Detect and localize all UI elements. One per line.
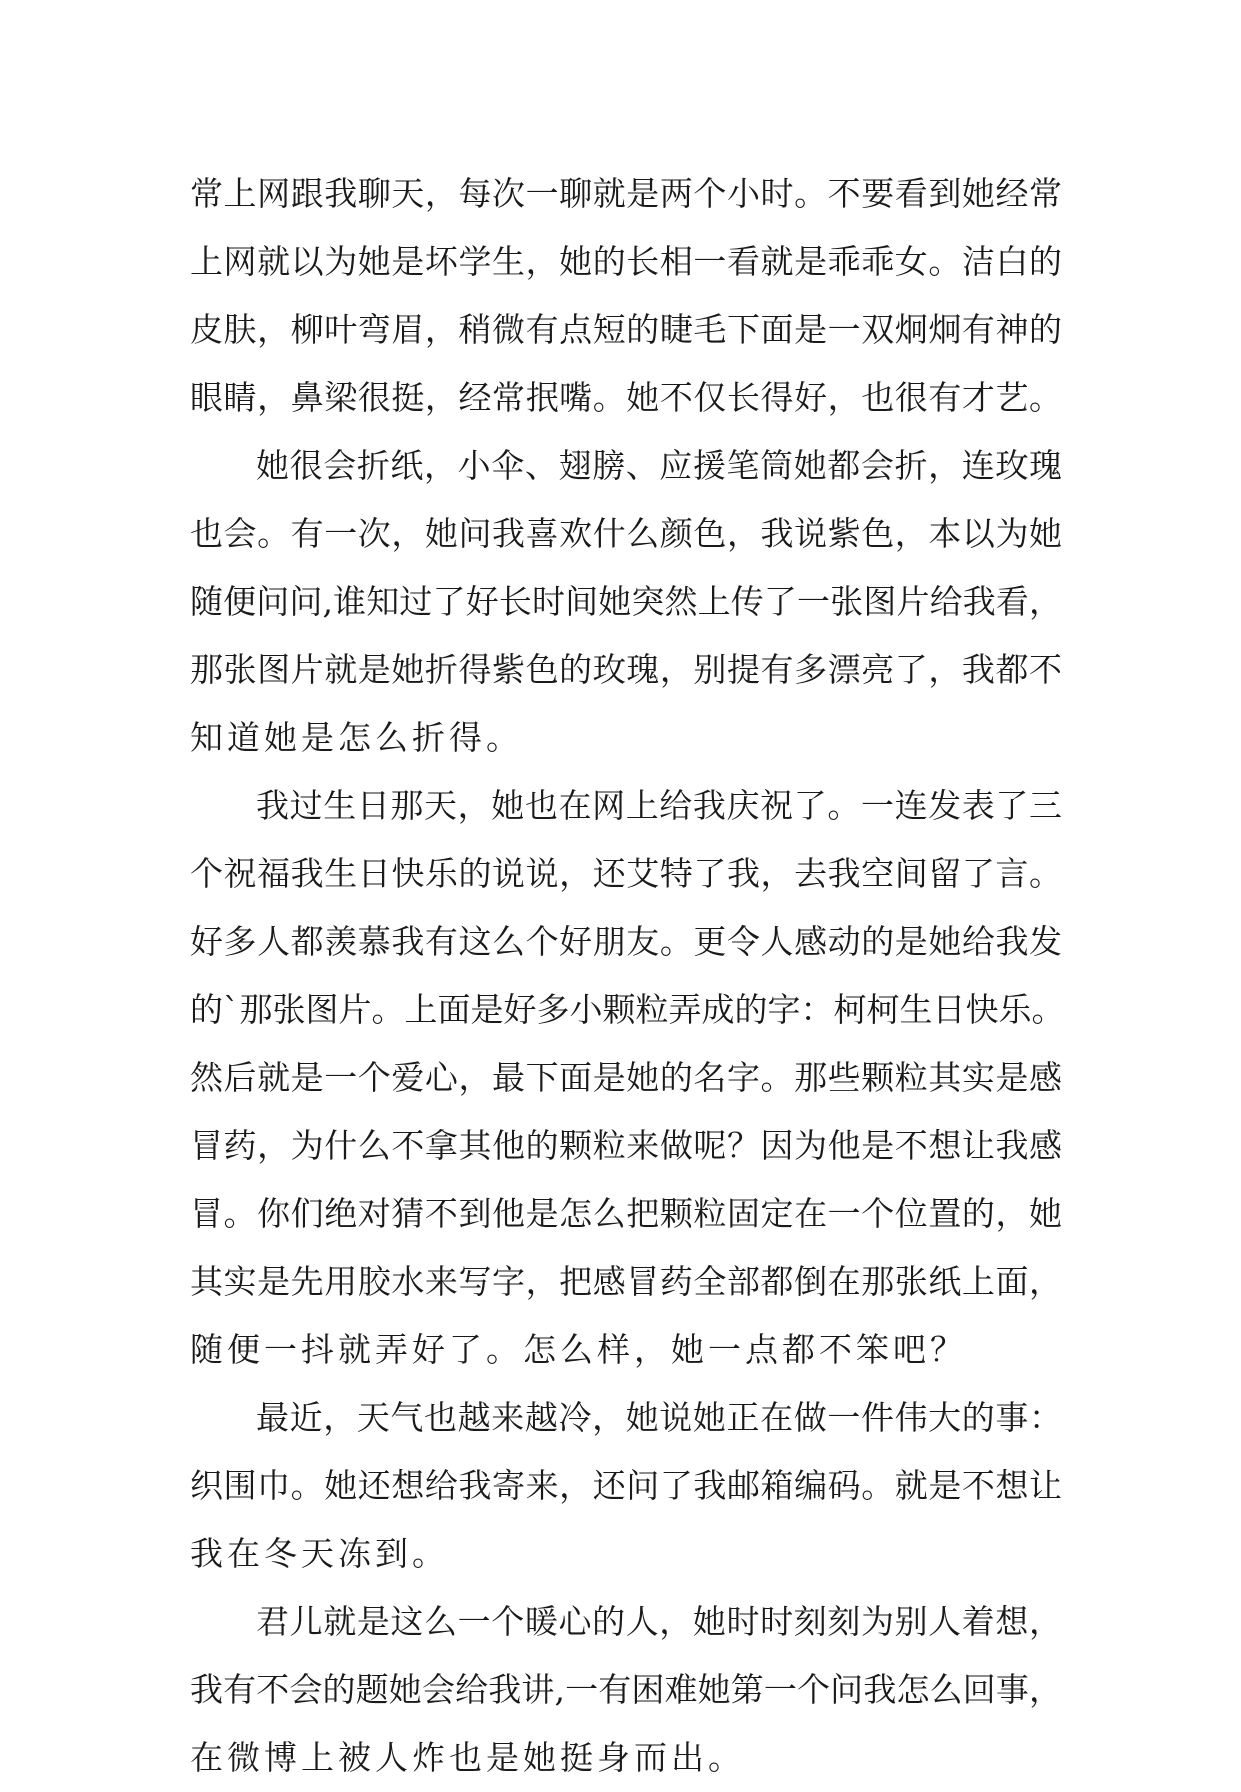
text-line: 上网就以为她是坏学生，她的长相一看就是乖乖女。洁白的 — [190, 242, 1062, 281]
text-line: 冒。你们绝对猜不到他是怎么把颗粒固定在一个位置的，她 — [190, 1194, 1062, 1233]
text-line: 最近，天气也越来越冷，她说她正在做一件伟大的事： — [256, 1398, 1062, 1437]
text-line: 织围巾。她还想给我寄来，还问了我邮箱编码。就是不想让 — [190, 1466, 1062, 1505]
text-line: 随便问问,谁知过了好长时间她突然上传了一张图片给我看， — [190, 582, 1062, 621]
text-line: 在微博上被人炸也是她挺身而出。 — [190, 1738, 745, 1777]
text-line: 常上网跟我聊天，每次一聊就是两个小时。不要看到她经常 — [190, 174, 1062, 213]
text-line: 其实是先用胶水来写字，把感冒药全部都倒在那张纸上面， — [190, 1262, 1062, 1301]
text-line: 她很会折纸，小伞、翅膀、应援笔筒她都会折，连玫瑰 — [256, 446, 1062, 485]
text-line: 知道她是怎么折得。 — [190, 718, 523, 757]
text-line: 皮肤，柳叶弯眉，稍微有点短的睫毛下面是一双炯炯有神的 — [190, 310, 1062, 349]
paragraph-3 — [190, 772, 1065, 1384]
text-line: 然后就是一个爱心，最下面是她的名字。那些颗粒其实是感 — [190, 1058, 1062, 1097]
document-page — [190, 160, 1065, 1792]
text-line: 君儿就是这么一个暖心的人，她时时刻刻为别人着想， — [256, 1602, 1062, 1641]
text-line: 个祝福我生日快乐的说说，还艾特了我，去我空间留了言。 — [190, 854, 1062, 893]
text-line: 我过生日那天，她也在网上给我庆祝了。一连发表了三 — [256, 786, 1062, 825]
paragraph-5 — [190, 1588, 1062, 1792]
text-line: 冒药，为什么不拿其他的颗粒来做呢？因为他是不想让我感 — [190, 1126, 1062, 1165]
text-line: 随便一抖就弄好了。怎么样，她一点都不笨吧？ — [190, 1330, 967, 1369]
text-line: 眼睛，鼻梁很挺，经常抿嘴。她不仅长得好，也很有才艺。 — [190, 378, 1062, 417]
paragraph-2 — [190, 432, 1062, 772]
paragraph-1 — [190, 160, 1062, 432]
paragraph-4 — [190, 1384, 1062, 1588]
text-line: 我有不会的题她会给我讲,一有困难她第一个问我怎么回事， — [190, 1670, 1062, 1709]
text-line: 也会。有一次，她问我喜欢什么颜色，我说紫色，本以为她 — [190, 514, 1062, 553]
text-line: 好多人都羡慕我有这么个好朋友。更令人感动的是她给我发 — [190, 922, 1062, 961]
text-line: 的`那张图片。上面是好多小颗粒弄成的字：柯柯生日快乐。 — [190, 990, 1065, 1029]
text-line: 我在冬天冻到。 — [190, 1534, 449, 1573]
text-line: 那张图片就是她折得紫色的玫瑰，别提有多漂亮了，我都不 — [190, 650, 1062, 689]
